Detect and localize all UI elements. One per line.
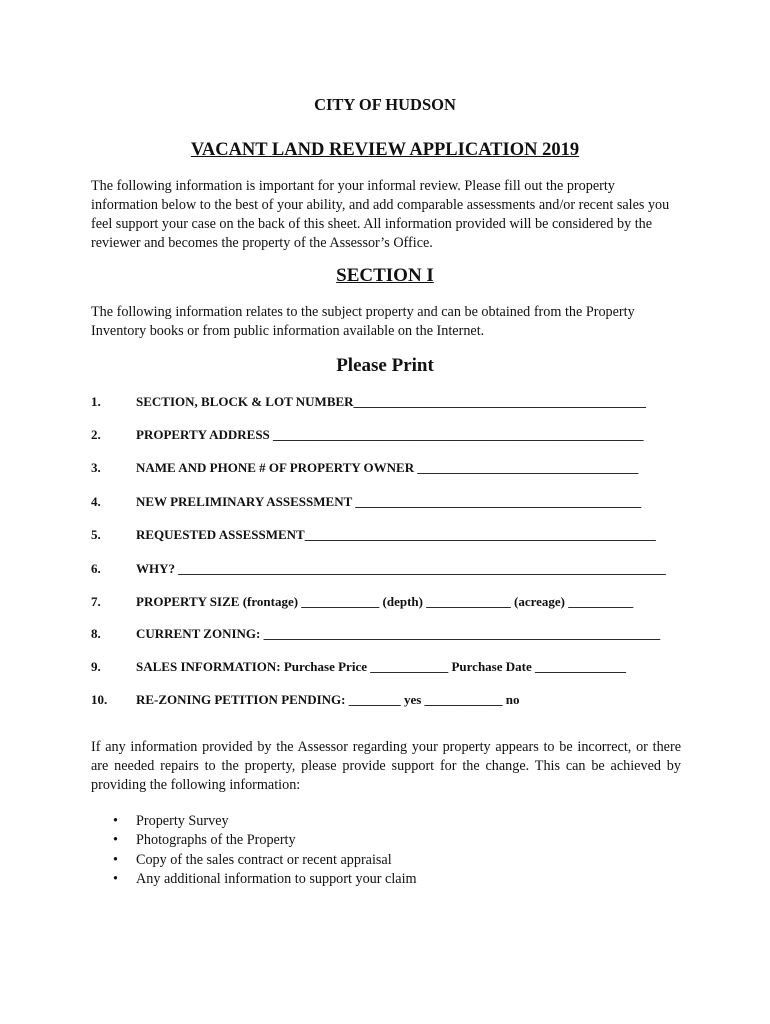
- list-item-label: Any additional information to support your claim: [136, 870, 417, 887]
- item-number: 1.: [91, 394, 101, 409]
- item-label: NAME AND PHONE # OF PROPERTY OWNER __________________________________: [136, 460, 639, 475]
- section-intro-paragraph: The following information relates to the subject property and can be obtained from the Property Inventory books or from public information available on the Internet.: [91, 304, 635, 339]
- city-heading: CITY OF HUDSON: [314, 95, 456, 114]
- list-item: [113, 851, 417, 870]
- closing-paragraph: If any information provided by the Assessor regarding your property appears to be incorrect, or there are needed repairs to the property, please provide support for the change. This can be achieved by providing the following information:: [91, 739, 681, 793]
- list-item: [113, 812, 417, 831]
- item-number: 2.: [91, 427, 101, 442]
- intro-paragraph: The following information is important for your informal review. Please fill out the property information below to the best of your ability, and add comparable assessments and/or recent sales you feel support your case on the back of this sheet. All information provided will be considered by the reviewer and becomes the property of the Assessor’s Office.: [91, 178, 670, 251]
- bullet-icon: •: [113, 813, 118, 829]
- bullet-icon: •: [113, 832, 118, 849]
- item-label: PROPERTY SIZE (frontage) ____________ (depth) _____________ (acreage) __________: [136, 594, 634, 609]
- item-number: 9.: [91, 659, 101, 674]
- bullet-icon: •: [113, 870, 118, 887]
- list-item: [113, 870, 417, 889]
- item-number: 10.: [91, 692, 108, 707]
- section-heading: SECTION I: [336, 265, 434, 286]
- item-number: 4.: [91, 494, 101, 509]
- supporting-documents-list: [113, 812, 417, 889]
- item-label: REQUESTED ASSESSMENT______________________________________________________: [136, 527, 656, 542]
- list-item-label: Property Survey: [136, 813, 229, 829]
- list-item-label: Copy of the sales contract or recent appraisal: [136, 851, 392, 868]
- please-print-heading: Please Print: [336, 355, 434, 376]
- bullet-icon: •: [113, 851, 118, 868]
- item-label: SECTION, BLOCK & LOT NUMBER_____________________________________________: [136, 394, 647, 409]
- item-label: RE-ZONING PETITION PENDING: ________ yes ____________ no: [136, 692, 520, 707]
- item-number: 7.: [91, 594, 101, 609]
- item-label: NEW PRELIMINARY ASSESSMENT ____________________________________________: [136, 494, 642, 509]
- item-number: 3.: [91, 460, 101, 475]
- item-number: 5.: [91, 527, 101, 542]
- list-item-label: Photographs of the Property: [136, 832, 296, 849]
- item-label: PROPERTY ADDRESS _________________________________________________________: [136, 427, 644, 442]
- item-number: 6.: [91, 561, 101, 576]
- item-label: CURRENT ZONING: _____________________________________________________________: [136, 626, 661, 641]
- item-number: 8.: [91, 626, 101, 641]
- item-label: WHY? ___________________________________________________________________________: [136, 561, 666, 576]
- document-title: VACANT LAND REVIEW APPLICATION 2019: [190, 140, 580, 160]
- list-item: [113, 831, 417, 850]
- item-label: SALES INFORMATION: Purchase Price ____________ Purchase Date ______________: [136, 659, 627, 674]
